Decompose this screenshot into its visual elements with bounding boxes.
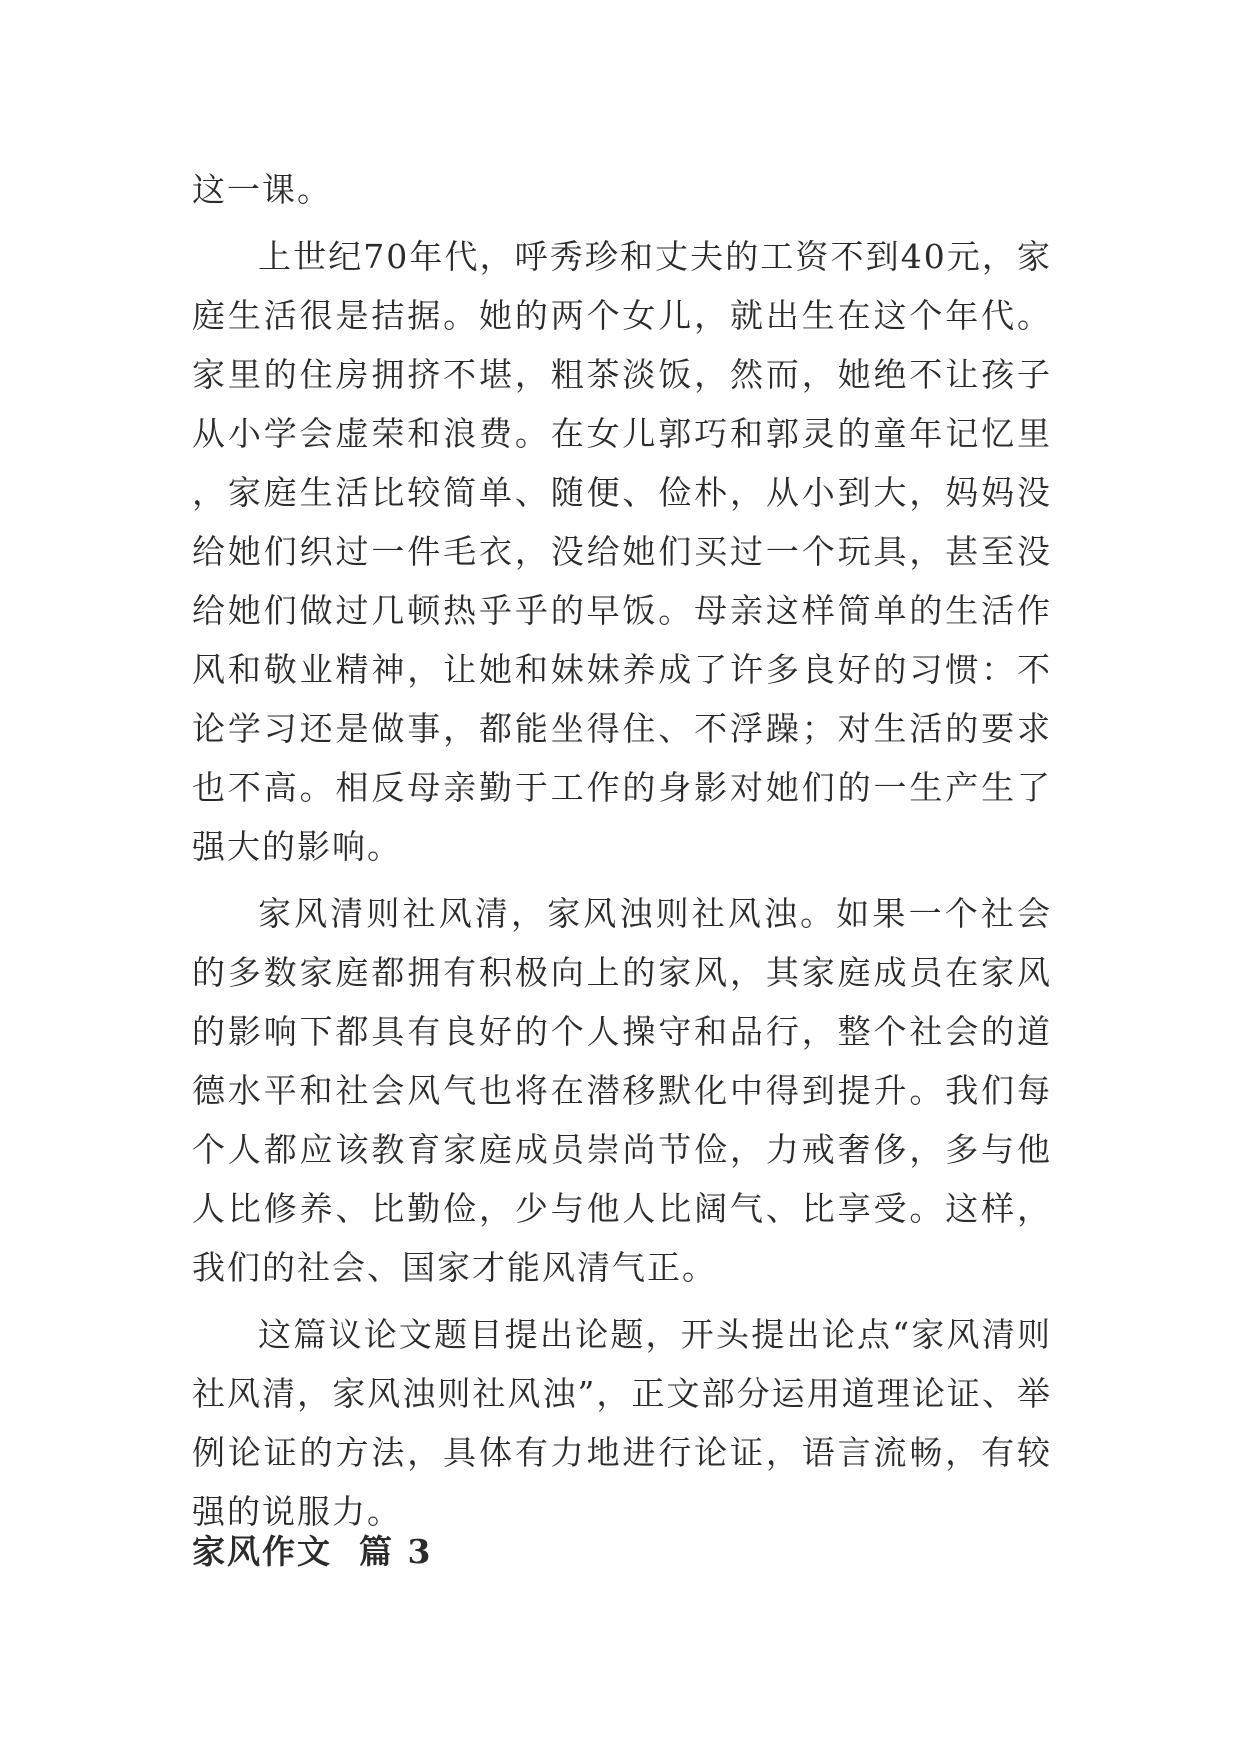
paragraph-family-values: 家风清则社风清，家风浊则社风浊。如果一个社会的多数家庭都拥有积极向上的家风，其家庭成员在家风的影响下都具有良好的个人操守和品行，整个社会的道德水平和社会风气也将在潜移默化中得到提升。我们每个人都应该教育家庭成员崇尚节俭，力戒奢侈，多与他人比修养、比勤俭，少与他人比阔气、比享受。这样，我们的社会、国家才能风清气正。	[192, 894, 1052, 1287]
document-page	[192, 160, 1052, 1571]
paragraph-mother-story: 上世纪70年代，呼秀珍和丈夫的工资不到40元，家庭生活很是拮据。她的两个女儿，就出生在这个年代。家里的住房拥挤不堪，粗茶淡饭，然而，她绝不让孩子从小学会虚荣和浪费。在女儿郭巧和郭灵的童年记忆里，家庭生活比较简单、随便、俭朴，从小到大，妈妈没给她们织过一件毛衣，没给她们买过一个玩具，甚至没给她们做过几顿热乎乎的早饭。母亲这样简单的生活作风和敬业精神，让她和妹妹养成了许多良好的习惯：不论学习还是做事，都能坐得住、不浮躁；对生活的要求也不高。相反母亲勤于工作的身影对她们的一生产生了强大的影响。	[192, 237, 1052, 866]
paragraph-commentary: 这篇议论文题目提出论题，开头提出论点“家风清则社风清，家风浊则社风浊”，正文部分运用道理论证、举例论证的方法，具体有力地进行论证，语言流畅，有较强的说服力。	[192, 1315, 1052, 1531]
paragraph-continuation: 这一课。	[192, 170, 332, 209]
section-title: 家风作文 篇 3	[192, 1532, 433, 1571]
